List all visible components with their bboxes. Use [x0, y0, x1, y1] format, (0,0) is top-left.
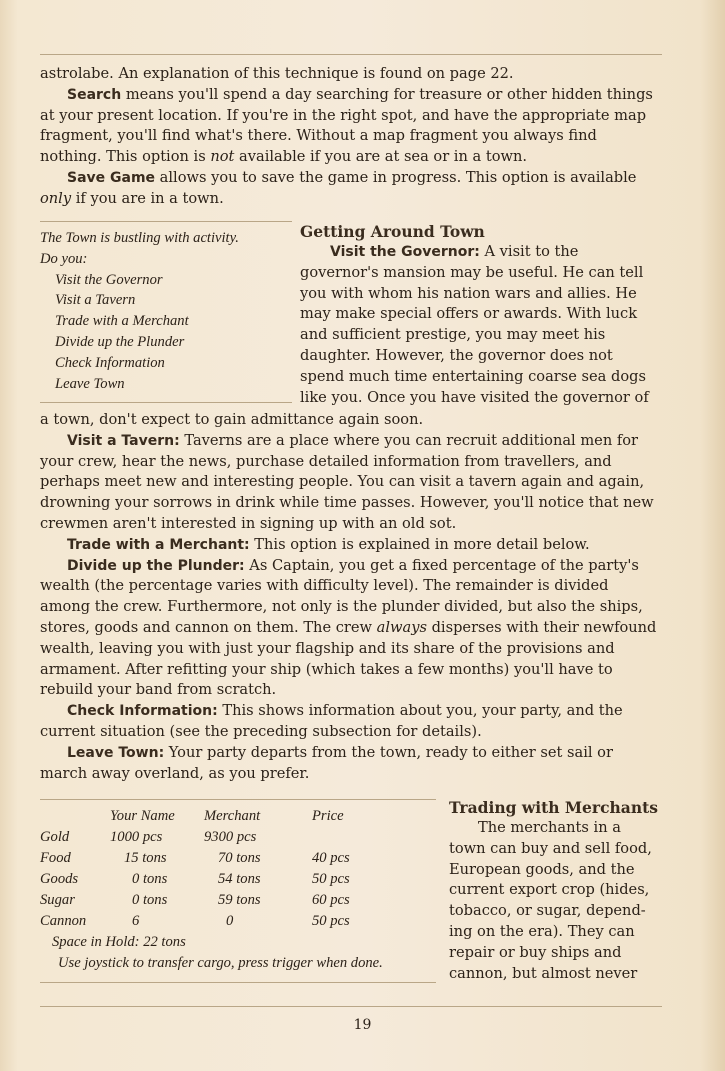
governor-line-3: may make special offers or awards. With luck	[300, 305, 638, 323]
town-menu-box	[40, 228, 300, 394]
governor-term: Visit the Governor:	[330, 244, 480, 260]
governor-first-line	[300, 242, 665, 263]
search-not: not	[210, 148, 235, 166]
cargo-item: Food	[40, 850, 71, 866]
merchants-line-2: European goods, and the	[449, 860, 635, 878]
merchants-line-0: The merchants in a	[478, 819, 621, 836]
menu-item-governor: Visit the Governor	[55, 271, 163, 288]
cargo-space: Space in Hold: 22 tons	[52, 934, 186, 950]
governor-line-6: spend much time entertaining coarse sea dogs	[300, 367, 646, 385]
menu-box-bottom-rule	[40, 402, 292, 403]
merchants-line-1: town can buy and sell food,	[449, 839, 652, 857]
divide-tail: disperses with their newfound wealth, leaving you with just your flagship and its share of the provisions and armament. After refitting your ship (which takes a few months) you'll have to rebuild your band from scratch.	[40, 618, 657, 699]
cargo-price: 60 pcs	[312, 892, 350, 908]
cargo-bottom-rule	[40, 982, 436, 983]
menu-item-merchant: Trade with a Merchant	[55, 313, 189, 330]
save-tail: if you are in a town.	[71, 189, 224, 207]
menu-title: The Town is bustling with activity.	[40, 230, 239, 246]
merchants-line-7: cannon, but almost never	[449, 964, 638, 982]
search-term: Search	[67, 86, 122, 103]
leave-text: Your party departs from the town, ready to either set sail or march away overland, as you prefer.	[40, 743, 613, 782]
cargo-header-row	[40, 806, 392, 827]
save-paragraph	[40, 168, 660, 210]
tavern-paragraph	[40, 431, 660, 535]
search-paragraph	[40, 85, 660, 168]
top-rule	[40, 54, 662, 55]
table-row	[40, 848, 392, 869]
trade-text: This option is explained in more detail below.	[249, 535, 590, 553]
cargo-merchant: 9300 pcs	[204, 829, 257, 845]
save-text: allows you to save the game in progress. This option is available	[155, 168, 637, 186]
merchants-line-4: tobacco, or sugar, depend-	[449, 902, 646, 920]
cargo-yours: 0 tons	[132, 871, 168, 887]
table-row	[40, 911, 392, 932]
merchants-line-5: ing on the era). They can	[449, 922, 635, 940]
divide-always: always	[376, 618, 427, 636]
table-row	[40, 827, 392, 848]
merchants-section	[449, 797, 665, 984]
divide-text: As Captain, you get a fixed percentage of the party's wealth (the percentage varies with difficulty level). The remainder is divided among the crew. Furthermore, not only is the plunder divided, but also the ships, stores, goods and cannon on them. The crew	[40, 556, 643, 636]
trade-paragraph	[40, 535, 660, 556]
menu-item-leave: Leave Town	[55, 375, 125, 392]
menu-items	[40, 270, 300, 395]
cargo-merchant: 59 tons	[218, 892, 261, 908]
governor-line-2: you with whom his nation wars and allies. He	[300, 284, 637, 302]
intro-section	[40, 64, 660, 210]
header-your-name: Your Name	[110, 808, 175, 824]
header-price: Price	[312, 808, 344, 824]
cargo-merchant: 0	[226, 913, 234, 929]
governor-line-7: like you. Once you have visited the governor of	[300, 388, 649, 406]
cargo-price: 40 pcs	[312, 850, 350, 866]
cargo-item: Goods	[40, 871, 79, 887]
merchants-line-6: repair or buy ships and	[449, 943, 622, 961]
save-only: only	[40, 189, 72, 207]
governor-line-4: and sufficient prestige, you may meet his	[300, 326, 606, 344]
cargo-top-rule	[40, 799, 436, 800]
leave-paragraph	[40, 743, 660, 785]
merchants-line-3: current export crop (hides,	[449, 881, 650, 899]
cargo-price	[312, 827, 392, 848]
tavern-text: Taverns are a place where you can recruit additional men for your crew, hear the news, purchase detailed information from travellers, and perhaps meet new and interesting people. You can visit a tavern again and again, drowning your sorrows in drink while time passes. However, you'll notice that new crewmen aren't interested in signing up with an old sot.	[40, 431, 654, 532]
governor-tail: a town, don't expect to gain admittance again soon.	[40, 411, 424, 428]
divide-paragraph	[40, 556, 660, 702]
header-merchant: Merchant	[204, 808, 261, 824]
town-section-body	[40, 410, 660, 784]
cargo-item: Cannon	[40, 913, 87, 929]
cargo-yours: 1000 pcs	[110, 829, 163, 845]
merchants-heading: Trading with Merchants	[449, 798, 658, 817]
menu-item-tavern: Visit a Tavern	[55, 292, 136, 309]
town-heading: Getting Around Town	[300, 222, 485, 241]
save-term: Save Game	[67, 169, 156, 186]
cargo-item: Sugar	[40, 892, 75, 908]
leave-term: Leave Town:	[67, 744, 165, 761]
cargo-yours: 6	[132, 913, 140, 929]
cargo-yours: 0 tons	[132, 892, 168, 908]
governor-line-0: A visit to the	[479, 243, 579, 260]
table-row	[40, 869, 392, 890]
cargo-screen	[40, 806, 440, 974]
governor-line-5: daughter. However, the governor does not	[300, 346, 613, 364]
cargo-table	[40, 806, 392, 932]
divide-term: Divide up the Plunder:	[67, 557, 245, 574]
check-paragraph	[40, 701, 660, 743]
menu-prompt: Do you:	[40, 250, 88, 267]
menu-item-plunder: Divide up the Plunder	[55, 333, 185, 350]
search-tail: available if you are at sea or in a town.	[234, 148, 528, 166]
bottom-rule	[40, 1006, 662, 1007]
cargo-price: 50 pcs	[312, 913, 350, 929]
trade-term: Trade with a Merchant:	[67, 536, 250, 553]
search-text: means you'll spend a day searching for treasure or other hidden things at your present location. If you're in the right spot, and have the appropriate map fragment, you'll find what's there. Without a map fragment you always find nothing. This option is	[40, 85, 653, 166]
menu-item-information: Check Information	[55, 354, 165, 371]
cargo-merchant: 54 tons	[218, 871, 261, 887]
cargo-price: 50 pcs	[312, 871, 350, 887]
governor-line-1: governor's mansion may be useful. He can tell	[300, 263, 644, 281]
menu-box-top-rule	[40, 221, 292, 222]
cargo-instruction: Use joystick to transfer cargo, press trigger when done.	[58, 954, 383, 971]
table-row	[40, 890, 392, 911]
astrolabe-line: astrolabe. An explanation of this technique is found on page 22.	[40, 65, 514, 82]
check-text: This shows information about you, your party, and the current situation (see the preceding subsection for details).	[40, 702, 623, 740]
check-term: Check Information:	[67, 703, 218, 720]
cargo-merchant: 70 tons	[218, 850, 261, 866]
cargo-yours: 15 tons	[124, 850, 167, 866]
tavern-term: Visit a Tavern:	[67, 432, 180, 449]
town-section-right	[300, 221, 665, 408]
cargo-item: Gold	[40, 829, 70, 845]
page-number: 19	[353, 1017, 372, 1033]
